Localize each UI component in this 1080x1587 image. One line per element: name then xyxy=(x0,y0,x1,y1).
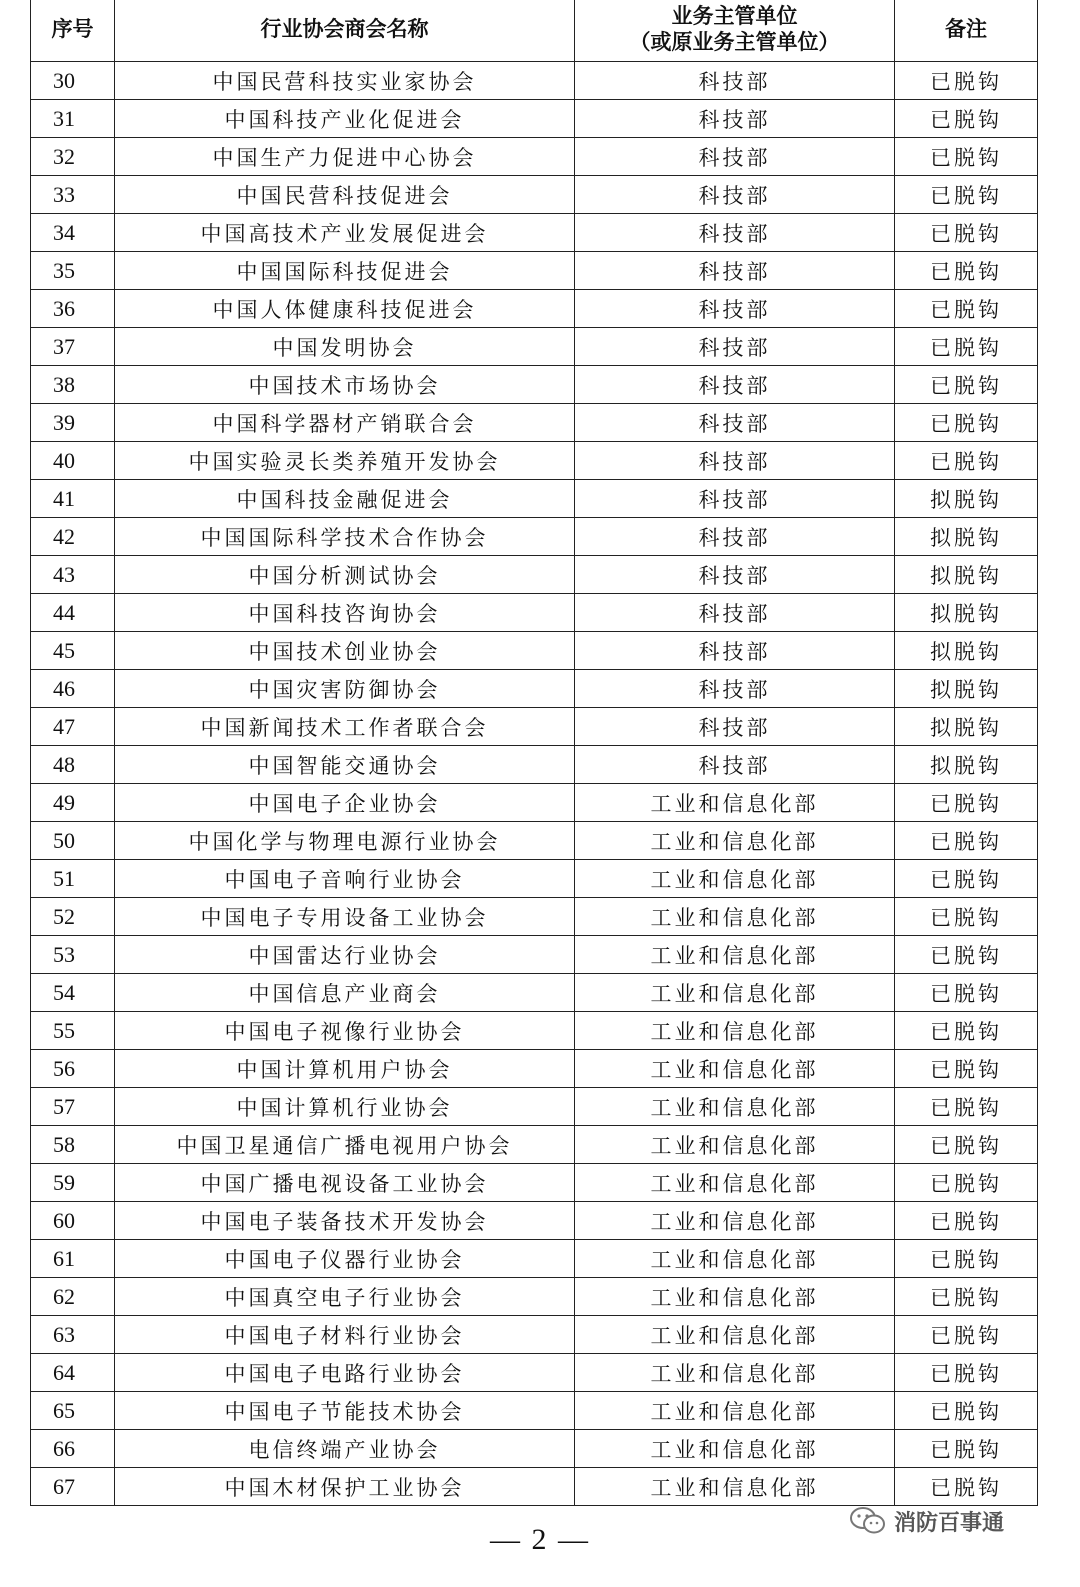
cell-note: 已脱钩 xyxy=(895,138,1038,176)
watermark xyxy=(848,1505,1004,1537)
cell-num: 58 xyxy=(31,1126,115,1164)
cell-note: 拟脱钩 xyxy=(895,556,1038,594)
cell-note: 已脱钩 xyxy=(895,442,1038,480)
header-dept xyxy=(575,0,895,62)
cell-dept: 科技部 xyxy=(575,746,895,784)
cell-num: 39 xyxy=(31,404,115,442)
table-row xyxy=(31,290,1038,328)
cell-dept: 科技部 xyxy=(575,62,895,100)
cell-dept: 科技部 xyxy=(575,366,895,404)
cell-note: 已脱钩 xyxy=(895,1240,1038,1278)
cell-note: 已脱钩 xyxy=(895,1126,1038,1164)
table-row xyxy=(31,860,1038,898)
cell-note: 拟脱钩 xyxy=(895,518,1038,556)
cell-note: 拟脱钩 xyxy=(895,632,1038,670)
cell-num: 52 xyxy=(31,898,115,936)
header-dept-line1: 业务主管单位 xyxy=(671,3,798,28)
cell-dept: 工业和信息化部 xyxy=(575,1316,895,1354)
cell-num: 55 xyxy=(31,1012,115,1050)
cell-dept: 科技部 xyxy=(575,100,895,138)
cell-num: 46 xyxy=(31,670,115,708)
watermark-text: 消防百事通 xyxy=(894,1510,1005,1536)
cell-dept: 科技部 xyxy=(575,328,895,366)
table-row xyxy=(31,1430,1038,1468)
cell-note: 已脱钩 xyxy=(895,1164,1038,1202)
cell-name: 中国科技产业化促进会 xyxy=(115,100,575,138)
cell-note: 已脱钩 xyxy=(895,214,1038,252)
cell-name: 中国科技金融促进会 xyxy=(115,480,575,518)
cell-note: 已脱钩 xyxy=(895,974,1038,1012)
cell-num: 48 xyxy=(31,746,115,784)
cell-num: 45 xyxy=(31,632,115,670)
cell-num: 57 xyxy=(31,1088,115,1126)
cell-num: 32 xyxy=(31,138,115,176)
cell-dept: 工业和信息化部 xyxy=(575,1012,895,1050)
table-row xyxy=(31,746,1038,784)
cell-name: 中国计算机用户协会 xyxy=(115,1050,575,1088)
cell-note: 已脱钩 xyxy=(895,1392,1038,1430)
cell-name: 中国发明协会 xyxy=(115,328,575,366)
cell-dept: 工业和信息化部 xyxy=(575,1088,895,1126)
cell-num: 34 xyxy=(31,214,115,252)
cell-name: 中国电子节能技术协会 xyxy=(115,1392,575,1430)
cell-dept: 工业和信息化部 xyxy=(575,1164,895,1202)
table-header-row xyxy=(31,0,1038,62)
cell-name: 中国电子视像行业协会 xyxy=(115,1012,575,1050)
cell-dept: 科技部 xyxy=(575,290,895,328)
cell-note: 已脱钩 xyxy=(895,860,1038,898)
cell-num: 53 xyxy=(31,936,115,974)
table-row xyxy=(31,594,1038,632)
cell-note: 已脱钩 xyxy=(895,1050,1038,1088)
table-row xyxy=(31,974,1038,1012)
cell-num: 40 xyxy=(31,442,115,480)
cell-dept: 科技部 xyxy=(575,480,895,518)
cell-name: 中国科技咨询协会 xyxy=(115,594,575,632)
table-row xyxy=(31,1012,1038,1050)
table-row xyxy=(31,1354,1038,1392)
cell-dept: 工业和信息化部 xyxy=(575,1278,895,1316)
cell-note: 已脱钩 xyxy=(895,252,1038,290)
cell-num: 66 xyxy=(31,1430,115,1468)
cell-dept: 工业和信息化部 xyxy=(575,860,895,898)
cell-dept: 科技部 xyxy=(575,138,895,176)
cell-name: 中国电子音响行业协会 xyxy=(115,860,575,898)
cell-dept: 科技部 xyxy=(575,670,895,708)
cell-num: 30 xyxy=(31,62,115,100)
cell-dept: 工业和信息化部 xyxy=(575,1202,895,1240)
cell-name: 中国人体健康科技促进会 xyxy=(115,290,575,328)
cell-name: 中国电子材料行业协会 xyxy=(115,1316,575,1354)
cell-num: 41 xyxy=(31,480,115,518)
cell-name: 中国分析测试协会 xyxy=(115,556,575,594)
cell-name: 中国民营科技促进会 xyxy=(115,176,575,214)
cell-name: 电信终端产业协会 xyxy=(115,1430,575,1468)
header-num: 序号 xyxy=(31,0,115,62)
header-dept-line2: （或原业务主管单位） xyxy=(629,29,840,54)
cell-num: 42 xyxy=(31,518,115,556)
cell-dept: 工业和信息化部 xyxy=(575,1126,895,1164)
table-body xyxy=(31,62,1038,1506)
table-row xyxy=(31,1202,1038,1240)
cell-note: 拟脱钩 xyxy=(895,594,1038,632)
table-row xyxy=(31,1240,1038,1278)
cell-dept: 科技部 xyxy=(575,252,895,290)
table-row xyxy=(31,100,1038,138)
cell-dept: 工业和信息化部 xyxy=(575,1430,895,1468)
cell-dept: 工业和信息化部 xyxy=(575,936,895,974)
cell-dept: 科技部 xyxy=(575,404,895,442)
cell-num: 38 xyxy=(31,366,115,404)
cell-num: 37 xyxy=(31,328,115,366)
cell-name: 中国新闻技术工作者联合会 xyxy=(115,708,575,746)
cell-note: 已脱钩 xyxy=(895,1278,1038,1316)
cell-note: 已脱钩 xyxy=(895,936,1038,974)
cell-note: 已脱钩 xyxy=(895,366,1038,404)
cell-name: 中国科学器材产销联合会 xyxy=(115,404,575,442)
cell-note: 已脱钩 xyxy=(895,1430,1038,1468)
cell-num: 36 xyxy=(31,290,115,328)
table-row xyxy=(31,1050,1038,1088)
cell-num: 49 xyxy=(31,784,115,822)
table-row xyxy=(31,62,1038,100)
table-row xyxy=(31,1278,1038,1316)
cell-num: 67 xyxy=(31,1468,115,1506)
cell-name: 中国木材保护工业协会 xyxy=(115,1468,575,1506)
table-row xyxy=(31,328,1038,366)
cell-num: 62 xyxy=(31,1278,115,1316)
cell-name: 中国电子专用设备工业协会 xyxy=(115,898,575,936)
table-row xyxy=(31,556,1038,594)
cell-num: 35 xyxy=(31,252,115,290)
cell-dept: 工业和信息化部 xyxy=(575,1468,895,1506)
table-row xyxy=(31,518,1038,556)
table-row xyxy=(31,1164,1038,1202)
cell-dept: 科技部 xyxy=(575,176,895,214)
cell-name: 中国计算机行业协会 xyxy=(115,1088,575,1126)
cell-num: 60 xyxy=(31,1202,115,1240)
cell-name: 中国技术创业协会 xyxy=(115,632,575,670)
cell-note: 已脱钩 xyxy=(895,898,1038,936)
table-row xyxy=(31,176,1038,214)
cell-num: 54 xyxy=(31,974,115,1012)
table-row xyxy=(31,784,1038,822)
table-row xyxy=(31,1392,1038,1430)
cell-note: 已脱钩 xyxy=(895,1354,1038,1392)
table-row xyxy=(31,214,1038,252)
cell-note: 已脱钩 xyxy=(895,1468,1038,1506)
table-row xyxy=(31,708,1038,746)
table-row xyxy=(31,366,1038,404)
cell-num: 63 xyxy=(31,1316,115,1354)
cell-dept: 工业和信息化部 xyxy=(575,1354,895,1392)
cell-name: 中国实验灵长类养殖开发协会 xyxy=(115,442,575,480)
cell-note: 拟脱钩 xyxy=(895,708,1038,746)
cell-name: 中国雷达行业协会 xyxy=(115,936,575,974)
cell-name: 中国化学与物理电源行业协会 xyxy=(115,822,575,860)
table-row xyxy=(31,898,1038,936)
cell-name: 中国民营科技实业家协会 xyxy=(115,62,575,100)
cell-note: 已脱钩 xyxy=(895,404,1038,442)
cell-note: 拟脱钩 xyxy=(895,746,1038,784)
page-number: — 2 — xyxy=(490,1523,590,1556)
cell-name: 中国国际科技促进会 xyxy=(115,252,575,290)
cell-name: 中国电子仪器行业协会 xyxy=(115,1240,575,1278)
cell-num: 50 xyxy=(31,822,115,860)
table-row xyxy=(31,138,1038,176)
cell-name: 中国广播电视设备工业协会 xyxy=(115,1164,575,1202)
table-row xyxy=(31,404,1038,442)
table-row xyxy=(31,442,1038,480)
cell-dept: 工业和信息化部 xyxy=(575,898,895,936)
cell-note: 已脱钩 xyxy=(895,290,1038,328)
header-name: 行业协会商会名称 xyxy=(115,0,575,62)
table-row xyxy=(31,252,1038,290)
cell-name: 中国生产力促进中心协会 xyxy=(115,138,575,176)
cell-dept: 工业和信息化部 xyxy=(575,1392,895,1430)
cell-note: 已脱钩 xyxy=(895,328,1038,366)
table-row xyxy=(31,1316,1038,1354)
cell-note: 已脱钩 xyxy=(895,176,1038,214)
cell-num: 33 xyxy=(31,176,115,214)
cell-num: 56 xyxy=(31,1050,115,1088)
table-row xyxy=(31,1126,1038,1164)
cell-note: 已脱钩 xyxy=(895,1316,1038,1354)
table-row xyxy=(31,480,1038,518)
cell-num: 43 xyxy=(31,556,115,594)
cell-num: 65 xyxy=(31,1392,115,1430)
cell-dept: 科技部 xyxy=(575,708,895,746)
cell-num: 64 xyxy=(31,1354,115,1392)
wechat-icon xyxy=(848,1505,888,1537)
cell-dept: 科技部 xyxy=(575,214,895,252)
cell-note: 拟脱钩 xyxy=(895,670,1038,708)
cell-name: 中国电子企业协会 xyxy=(115,784,575,822)
cell-name: 中国信息产业商会 xyxy=(115,974,575,1012)
table-row xyxy=(31,822,1038,860)
cell-num: 31 xyxy=(31,100,115,138)
cell-num: 44 xyxy=(31,594,115,632)
cell-note: 已脱钩 xyxy=(895,822,1038,860)
table-row xyxy=(31,670,1038,708)
cell-num: 59 xyxy=(31,1164,115,1202)
cell-name: 中国技术市场协会 xyxy=(115,366,575,404)
table-row xyxy=(31,1468,1038,1506)
cell-name: 中国真空电子行业协会 xyxy=(115,1278,575,1316)
cell-dept: 工业和信息化部 xyxy=(575,822,895,860)
cell-note: 已脱钩 xyxy=(895,62,1038,100)
cell-dept: 科技部 xyxy=(575,442,895,480)
cell-dept: 科技部 xyxy=(575,594,895,632)
cell-dept: 工业和信息化部 xyxy=(575,1240,895,1278)
cell-name: 中国卫星通信广播电视用户协会 xyxy=(115,1126,575,1164)
header-note: 备注 xyxy=(895,0,1038,62)
cell-name: 中国电子装备技术开发协会 xyxy=(115,1202,575,1240)
table-row xyxy=(31,632,1038,670)
cell-dept: 科技部 xyxy=(575,518,895,556)
cell-note: 已脱钩 xyxy=(895,1012,1038,1050)
cell-note: 拟脱钩 xyxy=(895,480,1038,518)
cell-note: 已脱钩 xyxy=(895,1202,1038,1240)
cell-num: 51 xyxy=(31,860,115,898)
cell-name: 中国灾害防御协会 xyxy=(115,670,575,708)
cell-dept: 科技部 xyxy=(575,632,895,670)
cell-dept: 科技部 xyxy=(575,556,895,594)
table-row xyxy=(31,1088,1038,1126)
cell-dept: 工业和信息化部 xyxy=(575,1050,895,1088)
cell-note: 已脱钩 xyxy=(895,100,1038,138)
association-table xyxy=(30,0,1038,1506)
cell-num: 61 xyxy=(31,1240,115,1278)
cell-name: 中国国际科学技术合作协会 xyxy=(115,518,575,556)
table-row xyxy=(31,936,1038,974)
cell-note: 已脱钩 xyxy=(895,1088,1038,1126)
cell-dept: 工业和信息化部 xyxy=(575,784,895,822)
cell-name: 中国高技术产业发展促进会 xyxy=(115,214,575,252)
cell-name: 中国智能交通协会 xyxy=(115,746,575,784)
cell-dept: 工业和信息化部 xyxy=(575,974,895,1012)
cell-note: 已脱钩 xyxy=(895,784,1038,822)
cell-num: 47 xyxy=(31,708,115,746)
cell-name: 中国电子电路行业协会 xyxy=(115,1354,575,1392)
